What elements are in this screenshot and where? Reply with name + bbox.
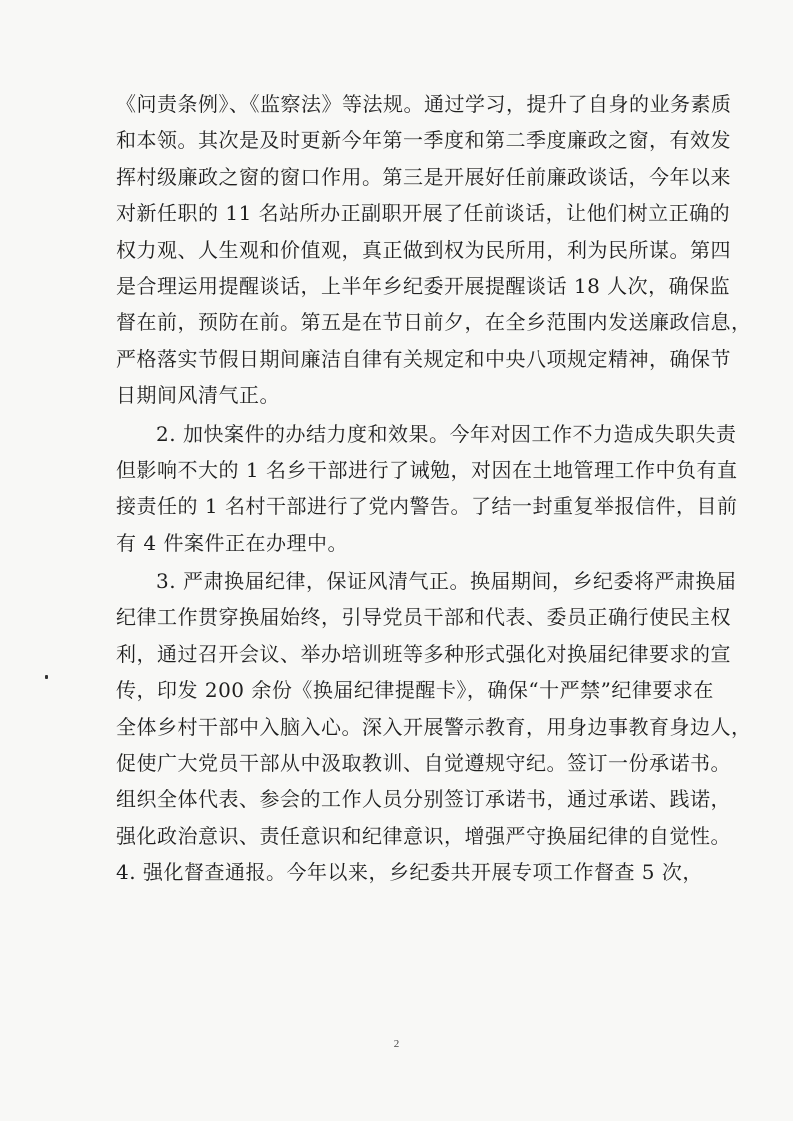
text-line: 组织全体代表、参会的工作人员分别签订承诺书，通过承诺、践诺， [116,787,731,812]
section-heading-line: 3. 严肃换届纪律，保证风清气正。换届期间，乡纪委将严肃换届 [156,569,737,594]
text-line: 严格落实节假日期间廉洁自律有关规定和中央八项规定精神，确保节 [116,346,731,371]
section-heading-line: 2. 加快案件的办结力度和效果。今年对因工作不力造成失职失责 [156,421,737,446]
text-line: 但影响不大的 1 名乡干部进行了诫勉，对因在土地管理工作中负有直 [116,457,738,482]
text-line: 接责任的 1 名村干部进行了党内警告。了结一封重复举报信件，目前 [116,494,738,519]
text-line: 全体乡村干部中入脑入心。深入开展警示教育，用身边事教育身边人， [116,714,752,739]
text-line: 挥村级廉政之窗的窗口作用。第三是开展好任前廉政谈话，今年以来 [116,164,731,189]
text-line: 日期间风清气正。 [116,383,280,408]
text-line: 权力观、人生观和价值观，真正做到权为民所用，利为民所谋。第四 [116,237,731,262]
body-text [116,86,756,929]
scan-speck [45,675,48,679]
text-line: 传，印发 200 余份《换届纪律提醒卡》，确保“十严禁”纪律要求在 [116,678,714,703]
text-line: 纪律工作贯穿换届始终，引导党员干部和代表、委员正确行使民主权 [116,605,731,630]
text-line: 督在前，预防在前。第五是在节日前夕，在全乡范围内发送廉政信息， [116,310,752,335]
text-line: 利，通过召开会议、举办培训班等多种形式强化对换届纪律要求的宣 [116,641,731,666]
section-heading-line [116,893,756,929]
text-line: 有 4 件案件正在办理中。 [116,530,348,555]
text-line: 是合理运用提醒谈话，上半年乡纪委开展提醒谈话 18 人次，确保监 [116,273,731,298]
text-line: 和本领。其次是及时更新今年第一季度和第二季度廉政之窗，有效发 [116,128,731,153]
text-line: 促使广大党员干部从中汲取教训、自觉遵规守纪。签订一份承诺书。 [116,751,731,776]
text-line: 《问责条例》、《监察法》等法规。通过学习，提升了自身的业务素质 [116,92,732,116]
text-line: 4. 强化督查通报。今年以来，乡纪委共开展专项工作督查 5 次， [116,860,703,885]
text-line: 对新任职的 11 名站所办正副职开展了任前谈话，让他们树立正确的 [116,201,731,226]
page-number: 2 [393,1038,400,1050]
text-line: 强化政治意识、责任意识和纪律意识，增强严守换届纪律的自觉性。 [116,823,731,848]
